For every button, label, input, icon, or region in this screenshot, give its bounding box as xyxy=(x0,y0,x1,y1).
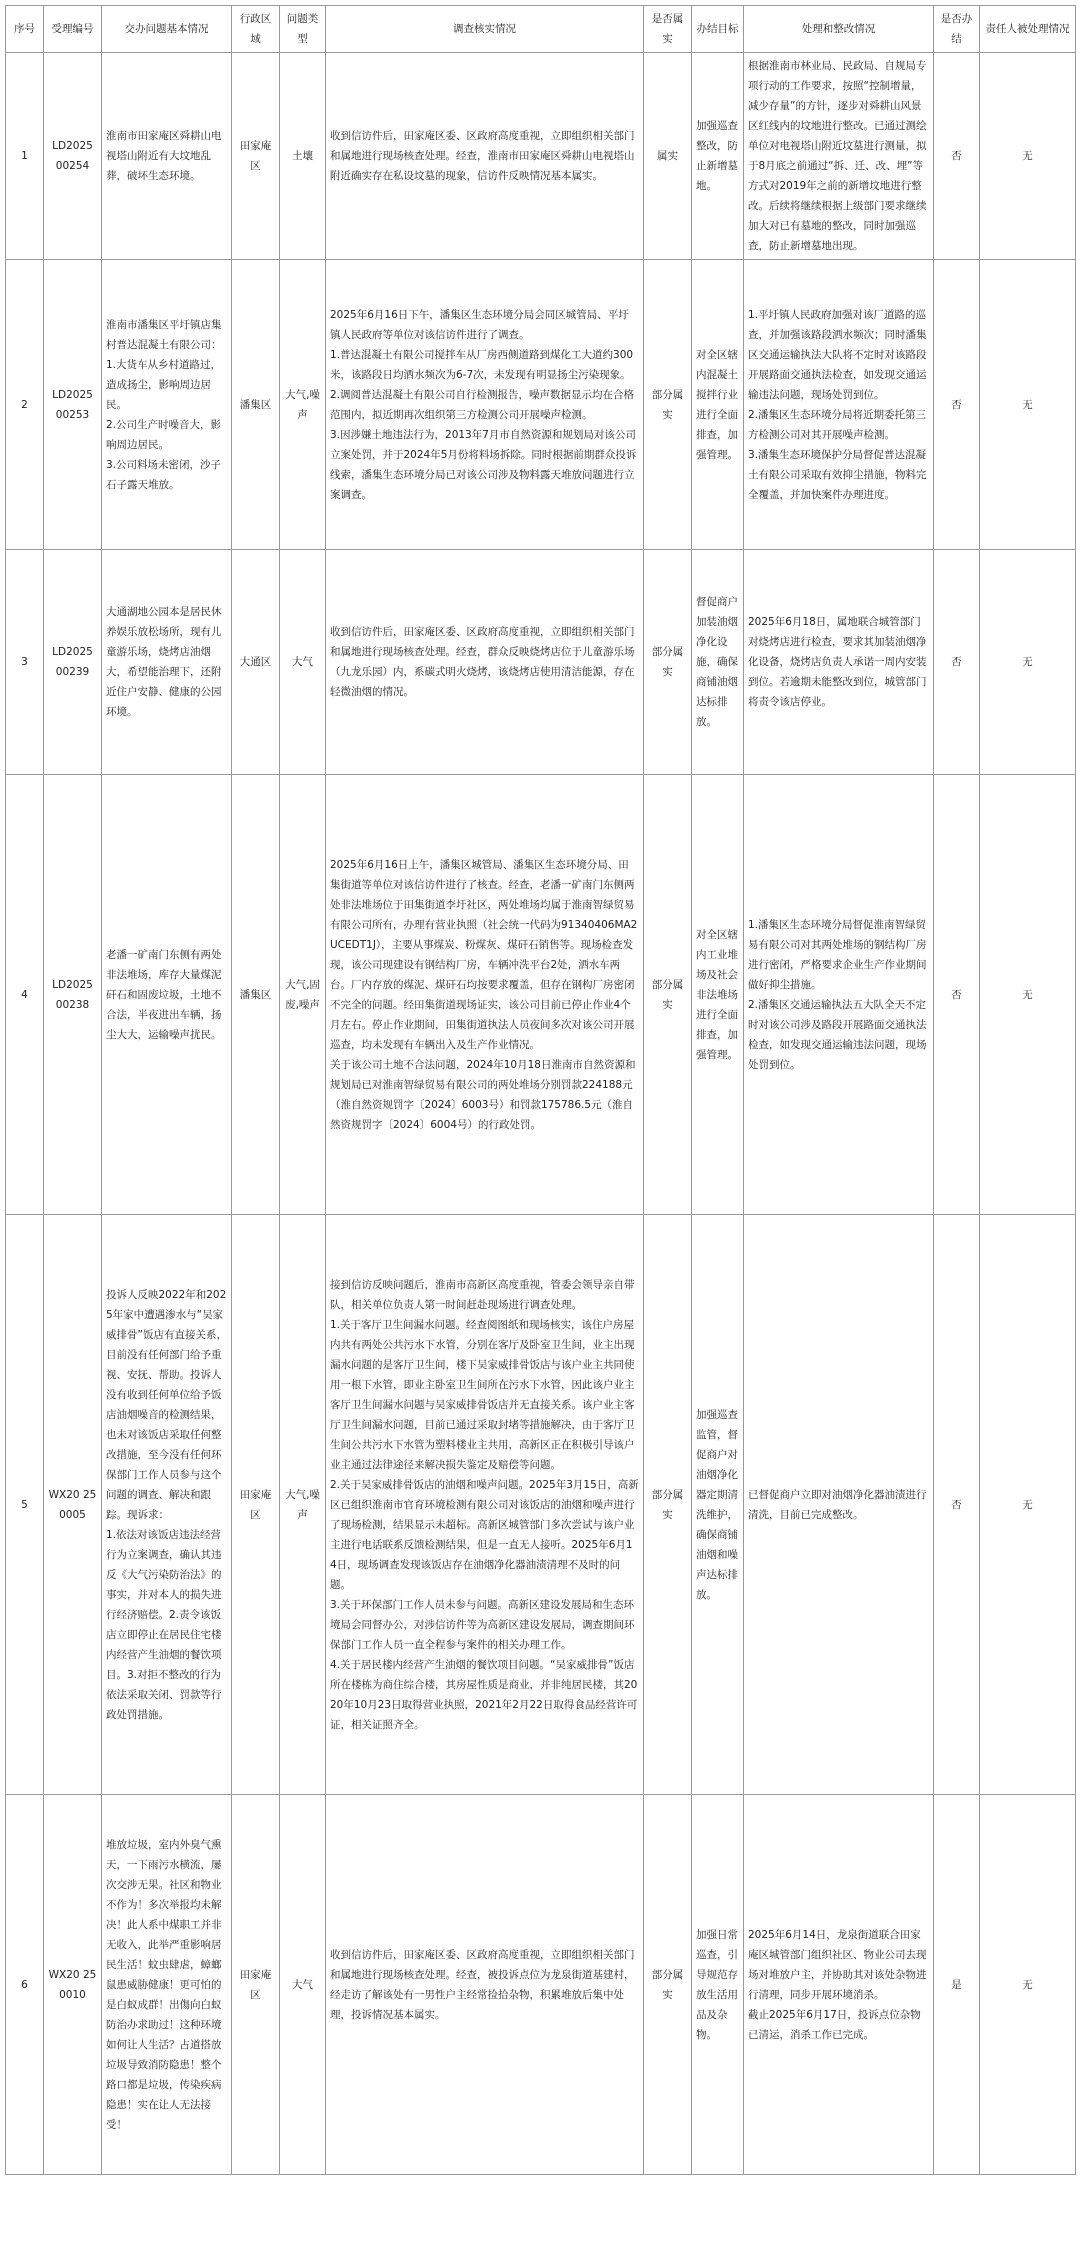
table-row xyxy=(6,53,1076,260)
row-investigation: 收到信访件后，田家庵区委、区政府高度重视，立即组织相关部门和属地进行现场核查处理。经查，被投诉点位为龙泉街道基建村，经走访了解该处有一男性户主经常捡拾杂物，积累堆放后集中处理，投诉情况基本属实。 xyxy=(326,1795,644,2175)
row-closed: 否 xyxy=(934,550,980,775)
row-region: 潘集区 xyxy=(232,775,280,1215)
row-handling: 根据淮南市林业局、民政局、自规局专项行动的工作要求，按照“控制增量，减少存量”的方针，逐步对舜耕山风景区红线内的坟地进行整改。已通过测绘单位对电视塔山附近坟墓进行测量，拟于8月底之前通过“拆、迁、改、埋”等方式对2019年之前的新增坟地进行整改。后续将继续根据上级部门要求继续加大对已有墓地的整改，同时加强巡查，防止新增墓地出现。 xyxy=(744,53,934,260)
row-accountability: 无 xyxy=(980,260,1076,550)
row-no: 4 xyxy=(6,775,44,1215)
row-handling: 已督促商户立即对油烟净化器油渍进行清洗，目前已完成整改。 xyxy=(744,1215,934,1795)
row-accountability: 无 xyxy=(980,1215,1076,1795)
row-id: WX20 250010 xyxy=(44,1795,102,2175)
row-issue: 堆放垃圾，室内外臭气熏天，一下雨污水横流，屡次交涉无果。社区和物业不作为！多次举报均未解决！此人系中煤职工并非无收入，此举严重影响居民生活！蚊虫肆虐，蟑螂鼠患威胁健康！更可怕的是白蚁成群！出傷向白蚁防治办求助过！这种环境如何让人生活？占道搭放垃圾导致消防隐患！整个路口都是垃圾，传染疾病隐患！实在让人无法接受！ xyxy=(102,1795,232,2175)
row-accountability: 无 xyxy=(980,53,1076,260)
complaint-table xyxy=(5,5,1076,2175)
row-type: 土壤 xyxy=(280,53,326,260)
row-handling: 1.平圩镇人民政府加强对该厂道路的巡查，并加强该路段洒水频次；同时潘集区交通运输执法大队将不定时对该路段开展路面交通执法检查，如发现交通运输违法问题，现场处罚到位。 2.潘集区生态环境分局将近期委托第三方检测公司对其开展噪声检测。 3.潘集生态环境保护分局督促普达混凝土有限公司采取有效抑尘措施，物料完全覆盖，并加快案件办理进度。 xyxy=(744,260,934,550)
row-goal: 加强巡查整改，防止新增墓地。 xyxy=(692,53,744,260)
row-no: 2 xyxy=(6,260,44,550)
row-verified: 部分属实 xyxy=(644,1795,692,2175)
row-region: 田家庵区 xyxy=(232,53,280,260)
row-handling: 2025年6月14日，龙泉街道联合田家庵区城管部门组织社区、物业公司去现场对堆放户主，并协助其对该处杂物进行清理，同步开展环境消杀。 截止2025年6月17日，投诉点位杂物已清运，消杀工作已完成。 xyxy=(744,1795,934,2175)
table-row xyxy=(6,1215,1076,1795)
row-region: 潘集区 xyxy=(232,260,280,550)
row-investigation: 收到信访件后，田家庵区委、区政府高度重视，立即组织相关部门和属地进行现场核查处理。经查，群众反映烧烤店位于儿童游乐场（九龙乐园）内，系碳式明火烧烤，该烧烤店使用清洁能源，存在轻微油烟的情况。 xyxy=(326,550,644,775)
row-verified: 属实 xyxy=(644,53,692,260)
table-header-row xyxy=(6,6,1076,53)
header-verified: 是否属实 xyxy=(644,6,692,53)
row-region: 田家庵区 xyxy=(232,1215,280,1795)
row-closed: 否 xyxy=(934,53,980,260)
row-id: LD2025 00238 xyxy=(44,775,102,1215)
row-verified: 部分属实 xyxy=(644,1215,692,1795)
row-verified: 部分属实 xyxy=(644,550,692,775)
row-goal: 督促商户加装油烟净化设施，确保商铺油烟达标排放。 xyxy=(692,550,744,775)
header-issue: 交办问题基本情况 xyxy=(102,6,232,53)
row-issue: 老潘一矿南门东侧有两处非法堆场，库存大量煤泥矸石和固废垃圾，土地不合法，半夜进出车辆，扬尘大大，运输噪声扰民。 xyxy=(102,775,232,1215)
header-type: 问题类型 xyxy=(280,6,326,53)
header-goal: 办结目标 xyxy=(692,6,744,53)
row-type: 大气 xyxy=(280,550,326,775)
row-no: 6 xyxy=(6,1795,44,2175)
row-no: 1 xyxy=(6,53,44,260)
header-id: 受理编号 xyxy=(44,6,102,53)
row-issue: 大通湖地公园本是居民休养娱乐放松场所，现有儿童游乐场，烧烤店油烟大，希望能治理下，还附近住户安静、健康的公园环境。 xyxy=(102,550,232,775)
row-goal: 加强巡查监管，督促商户对油烟净化器定期清洗维护，确保商铺油烟和噪声达标排放。 xyxy=(692,1215,744,1795)
row-verified: 部分属实 xyxy=(644,260,692,550)
row-goal: 加强日常巡查，引导规范存放生活用品及杂物。 xyxy=(692,1795,744,2175)
row-accountability: 无 xyxy=(980,775,1076,1215)
row-accountability: 无 xyxy=(980,1795,1076,2175)
row-investigation: 接到信访反映问题后，淮南市高新区高度重视，管委会领导亲自带队，相关单位负责人第一时间赶赴现场进行调查处理。 1.关于客厅卫生间漏水问题。经查阅图纸和现场核实，该住户房屋内共有两处公共污水下水管，分别在客厅及卧室卫生间，业主出现漏水问题的是客厅卫生间，楼下吴家威排骨饭店与该户业主共同使用一根下水管，即业主卧室卫生间所在污水下水管，因此该户业主客厅卫生间漏水问题与吴家威排骨饭店并无直接关系。该户业主客厅卫生间漏水问题，目前已通过采取封堵等措施解决，由于客厅卫生间公共污水下水管为塑料楼业主共用，高新区正在积极引导该户业主通过法律途径来解决损失鉴定及赔偿等问题。 2.关于吴家威排骨饭店的油烟和噪声问题。2025年3月15日，高新区已组织淮南市官育环境检测有限公司对该饭店的油烟和噪声进行了现场检测，结果显示未超标。高新区城管部门多次尝试与该户业主进行电话联系反馈检测结果，但是一直无人接听。2025年6月14日，现场调查发现该饭店存在油烟净化器油渍清理不及时的问题。 3.关于环保部门工作人员未参与问题。高新区建设发展局和生态环境局会同督办公，对涉信访件等为高新区建设发展局，调查期间环保部门工作人员一直全程参与案件的相关办理工作。 4.关于居民楼内经营产生油烟的餐饮项目问题。“吴家威排骨”饭店所在楼栋为商住综合楼，其房屋性质是商业，并非纯居民楼，其2020年10月23日取得营业执照，2021年2月22日取得食品经营许可证，相关证照齐全。 xyxy=(326,1215,644,1795)
table-row xyxy=(6,775,1076,1215)
row-investigation: 收到信访件后，田家庵区委、区政府高度重视，立即组织相关部门和属地进行现场核查处理。经查，淮南市田家庵区舜耕山电视塔山附近确实存在私设坟墓的现象，信访件反映情况基本属实。 xyxy=(326,53,644,260)
header-investigation: 调查核实情况 xyxy=(326,6,644,53)
row-accountability: 无 xyxy=(980,550,1076,775)
header-accountability: 责任人被处理情况 xyxy=(980,6,1076,53)
row-id: WX20 250005 xyxy=(44,1215,102,1795)
row-goal: 对全区辖内混凝土搅拌行业进行全面排查，加强管理。 xyxy=(692,260,744,550)
header-closed: 是否办结 xyxy=(934,6,980,53)
row-investigation: 2025年6月16日下午，潘集区生态环境分局会同区城管局、平圩镇人民政府等单位对该信访件进行了调查。 1.普达混凝土有限公司搅拌车从厂房西侧道路到煤化工大道约300米，该路段日均洒水频次为6-7次，未发现有明显扬尘污染现象。 2.调阅普达混凝土有限公司自行检测报告，噪声数据显示均在合格范围内，拟近期再次组织第三方检测公司开展噪声检测。 3.因涉嫌土地违法行为，2013年7月市自然资源和规划局对该公司立案处罚，并于2024年5月份将料场拆除。同时根据前期群众投诉线索，潘集生态环境分局已对该公司涉及物料露天堆放问题进行立案调查。 xyxy=(326,260,644,550)
row-type: 大气,固废,噪声 xyxy=(280,775,326,1215)
row-issue: 淮南市潘集区平圩镇店集村普达混凝土有限公司： 1.大货车从乡村道路过，造成扬尘，影响周边居民。 2.公司生产时噪音大，影响周边居民。 3.公司料场未密闭，沙子石子露天堆放。 xyxy=(102,260,232,550)
row-closed: 否 xyxy=(934,260,980,550)
row-investigation: 2025年6月16日上午，潘集区城管局、潘集区生态环境分局、田集街道等单位对该信访件进行了核查。经查，老潘一矿南门东侧两处非法堆场位于田集街道李圩社区，两处堆场均属于淮南智绿贸易有限公司所有，办理有营业执照（社会统一代码为91340406MA2UCEDT1J），主要从事煤炭、粉煤灰、煤矸石销售等。现场检查发现，该公司现建设有钢结构厂房，车辆冲洗平台2处，洒水车两台。厂内存放的煤泥、煤矸石均按要求覆盖，但存在钢构厂房密闭不完全的问题。经田集街道现场证实，该公司目前已停止作业4个月左右。停止作业期间，田集街道执法人员夜间多次对该公司开展巡查，均未发现有车辆出入及生产作业情况。 关于该公司土地不合法问题，2024年10月18日淮南市自然资源和规划局已对淮南智绿贸易有限公司的两处堆场分别罚款224188元（淮自然资规罚字〔2024〕6003号）和罚款175786.5元（淮自然资规罚字〔2024〕6004号）的行政处罚。 xyxy=(326,775,644,1215)
row-closed: 是 xyxy=(934,1795,980,2175)
table-row xyxy=(6,1795,1076,2175)
row-verified: 部分属实 xyxy=(644,775,692,1215)
row-issue: 投诉人反映2022年和2025年家中遭遇渗水与“吴家威排骨”饭店有直接关系，目前没有任何部门给予重视、安抚、帮助。投诉人没有收到任何单位给予饭店油烟噪音的检测结果，也未对该饭店采取任何整改措施，至今没有任何环保部门工作人员参与这个问题的调查、解决和跟踪。现诉求： 1.依法对该饭店违法经营行为立案调查，确认其违反《大气污染防治法》的事实，并对本人的损失进行经济赔偿。2.责令该饭店立即停止在居民住宅楼内经营产生油烟的餐饮项目。3.对拒不整改的行为依法采取关闭、罚款等行政处罚措施。 xyxy=(102,1215,232,1795)
row-region: 田家庵区 xyxy=(232,1795,280,2175)
row-closed: 否 xyxy=(934,1215,980,1795)
row-no: 5 xyxy=(6,1215,44,1795)
row-goal: 对全区辖内工业堆场及社会非法堆场进行全面排查，加强管理。 xyxy=(692,775,744,1215)
table-row xyxy=(6,550,1076,775)
header-no: 序号 xyxy=(6,6,44,53)
header-region: 行政区域 xyxy=(232,6,280,53)
row-issue: 淮南市田家庵区舜耕山电视塔山附近有大坟地乱葬，破坏生态环境。 xyxy=(102,53,232,260)
header-handling: 处理和整改情况 xyxy=(744,6,934,53)
row-id: LD2025 00239 xyxy=(44,550,102,775)
row-type: 大气,噪声 xyxy=(280,260,326,550)
row-closed: 否 xyxy=(934,775,980,1215)
row-id: LD2025 00254 xyxy=(44,53,102,260)
table-row xyxy=(6,260,1076,550)
row-id: LD2025 00253 xyxy=(44,260,102,550)
row-region: 大通区 xyxy=(232,550,280,775)
row-type: 大气 xyxy=(280,1795,326,2175)
row-no: 3 xyxy=(6,550,44,775)
row-handling: 2025年6月18日，属地联合城管部门对烧烤店进行检查，要求其加装油烟净化设备，烧烤店负责人承诺一周内安装到位。若逾期未能整改到位，城管部门将责令该店停业。 xyxy=(744,550,934,775)
row-type: 大气,噪声 xyxy=(280,1215,326,1795)
row-handling: 1.潘集区生态环境分局督促淮南智绿贸易有限公司对其两处堆场的钢结构厂房进行密闭，严格要求企业生产作业期间做好抑尘措施。 2.潘集区交通运输执法五大队全天不定时对该公司涉及路段开展路面交通执法检查，如发现交通运输违法问题，现场处罚到位。 xyxy=(744,775,934,1215)
